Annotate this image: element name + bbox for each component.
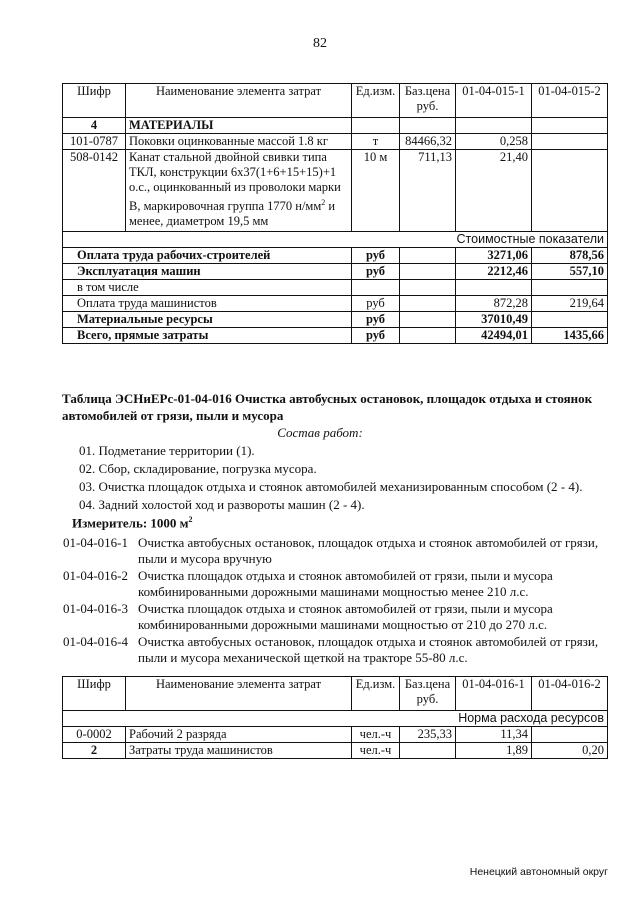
table-header-row bbox=[63, 677, 608, 711]
header-col2: 01-04-016-2 bbox=[532, 677, 608, 711]
work-item: 03. Очистка площадок отдыха и стоянок автомобилей механизированным способом (2 - 4). bbox=[79, 479, 583, 494]
indicator-row bbox=[63, 312, 608, 328]
indicator-name: Всего, прямые затраты bbox=[63, 328, 352, 344]
meter-label: Измеритель: 1000 $м^2$ bbox=[72, 515, 193, 531]
variant-desc: Очистка автобусных остановок, площадок отдыха и стоянок автомобилей от грязи, пыли и мусора механической щеткой на тракторе 55-80 л.с. bbox=[138, 634, 599, 665]
indicators-label-row bbox=[63, 232, 608, 248]
row-price: 235,33 bbox=[400, 727, 456, 743]
indicator-value-2 bbox=[532, 312, 608, 328]
header-code: Шифр bbox=[63, 84, 126, 118]
cost-table-01-04-015 bbox=[62, 83, 608, 344]
indicator-name: Эксплуатация машин bbox=[63, 264, 352, 280]
work-item: 02. Сбор, складирование, погрузка мусора. bbox=[79, 461, 317, 476]
footer-region: Ненецкий автономный округ bbox=[469, 866, 608, 878]
table-row bbox=[63, 743, 608, 759]
page-number: 82 bbox=[313, 36, 327, 51]
header-col2: 01-04-015-2 bbox=[532, 84, 608, 118]
indicator-unit: руб bbox=[352, 328, 400, 344]
section-number: 4 bbox=[63, 118, 126, 134]
variant-code: 01-04-016-3 bbox=[63, 601, 128, 616]
header-code: Шифр bbox=[63, 677, 126, 711]
indicator-unit: руб bbox=[352, 248, 400, 264]
section-row bbox=[63, 118, 608, 134]
indicator-row bbox=[63, 280, 608, 296]
header-unit: Ед.изм. bbox=[352, 677, 400, 711]
header-name: Наименование элемента затрат bbox=[126, 677, 352, 711]
indicator-row bbox=[63, 248, 608, 264]
table-header-row bbox=[63, 84, 608, 118]
row-unit: чел.-ч bbox=[352, 727, 400, 743]
row-value-1: 21,40 bbox=[456, 150, 532, 232]
variant-desc: Очистка автобусных остановок, площадок отдыха и стоянок автомобилей от грязи, пыли и мусора вручную bbox=[138, 535, 599, 566]
row-value-2 bbox=[532, 727, 608, 743]
variant-code: 01-04-016-4 bbox=[63, 634, 128, 649]
indicator-value-2: 1435,66 bbox=[532, 328, 608, 344]
indicator-value-1: 42494,01 bbox=[456, 328, 532, 344]
indicator-row bbox=[63, 328, 608, 344]
row-value-1: 1,89 bbox=[456, 743, 532, 759]
composition-label: Состав работ: bbox=[277, 425, 363, 440]
row-value-1: 0,258 bbox=[456, 134, 532, 150]
header-col1: 01-04-016-1 bbox=[456, 677, 532, 711]
variant-code: 01-04-016-2 bbox=[63, 568, 128, 583]
row-code: 101-0787 bbox=[63, 134, 126, 150]
indicator-unit: руб bbox=[352, 312, 400, 328]
row-unit: 10 м bbox=[352, 150, 400, 232]
header-price: Баз.цена руб. bbox=[400, 677, 456, 711]
header-unit: Ед.изм. bbox=[352, 84, 400, 118]
table-title: Таблица ЭСНиЕРс-01-04-016 Очистка автобусных остановок, площадок отдыха и стоянок автомобилей от грязи, пыли и мусора bbox=[62, 391, 593, 423]
indicator-value-2: 219,64 bbox=[532, 296, 608, 312]
indicator-row bbox=[63, 264, 608, 280]
table-row bbox=[63, 134, 608, 150]
variant-desc: Очистка площадок отдыха и стоянок автомобилей от грязи, пыли и мусора комбинированными дорожными машинами мощностью менее 210 л.с. bbox=[138, 568, 553, 599]
resource-table-01-04-016 bbox=[62, 676, 608, 759]
header-price: Баз.цена руб. bbox=[400, 84, 456, 118]
row-name: Затраты труда машинистов bbox=[126, 743, 352, 759]
row-name: Канат стальной двойной свивки типа ТКЛ, конструкции 6х37(1+6+15+15)+1 о.с., оцинкованный из проволоки марки В, маркировочная группа 1770 $н/мм^2$ и менее, диаметром 19,5 мм bbox=[126, 150, 352, 232]
indicator-name: Материальные ресурсы bbox=[63, 312, 352, 328]
row-code: 508-0142 bbox=[63, 150, 126, 232]
table-row bbox=[63, 150, 608, 232]
indicator-name: Оплата труда рабочих-строителей bbox=[63, 248, 352, 264]
indicators-label: Стоимостные показатели bbox=[63, 232, 608, 248]
header-name: Наименование элемента затрат bbox=[126, 84, 352, 118]
row-price bbox=[400, 743, 456, 759]
row-unit: т bbox=[352, 134, 400, 150]
work-item: 04. Задний холостой ход и развороты машин (2 - 4). bbox=[79, 497, 365, 512]
table-row bbox=[63, 727, 608, 743]
indicator-unit: руб bbox=[352, 264, 400, 280]
row-unit: чел.-ч bbox=[352, 743, 400, 759]
row-value-2: 0,20 bbox=[532, 743, 608, 759]
section-title: МАТЕРИАЛЫ bbox=[126, 118, 352, 134]
header-col1: 01-04-015-1 bbox=[456, 84, 532, 118]
row-name: Поковки оцинкованные массой 1.8 кг bbox=[126, 134, 352, 150]
indicator-value-2: 557,10 bbox=[532, 264, 608, 280]
row-code: 0-0002 bbox=[63, 727, 126, 743]
indicator-value-1: 3271,06 bbox=[456, 248, 532, 264]
row-price: 711,13 bbox=[400, 150, 456, 232]
indicator-value-1: 2212,46 bbox=[456, 264, 532, 280]
indicator-row bbox=[63, 296, 608, 312]
variant-desc: Очистка площадок отдыха и стоянок автомобилей от грязи, пыли и мусора комбинированными дорожными машинами мощностью от 210 до 270 л.с. bbox=[138, 601, 553, 632]
row-value-2 bbox=[532, 134, 608, 150]
variant-code: 01-04-016-1 bbox=[63, 535, 128, 550]
row-value-1: 11,34 bbox=[456, 727, 532, 743]
norm-label-row bbox=[63, 711, 608, 727]
indicator-name: в том числе bbox=[63, 280, 352, 296]
work-item: 01. Подметание территории (1). bbox=[79, 443, 255, 458]
indicator-value-1: 872,28 bbox=[456, 296, 532, 312]
indicator-name: Оплата труда машинистов bbox=[63, 296, 352, 312]
row-price: 84466,32 bbox=[400, 134, 456, 150]
indicator-value-1: 37010,49 bbox=[456, 312, 532, 328]
indicator-value-2: 878,56 bbox=[532, 248, 608, 264]
row-value-2 bbox=[532, 150, 608, 232]
indicator-unit: руб bbox=[352, 296, 400, 312]
row-name: Рабочий 2 разряда bbox=[126, 727, 352, 743]
row-code: 2 bbox=[63, 743, 126, 759]
norm-label: Норма расхода ресурсов bbox=[63, 711, 608, 727]
